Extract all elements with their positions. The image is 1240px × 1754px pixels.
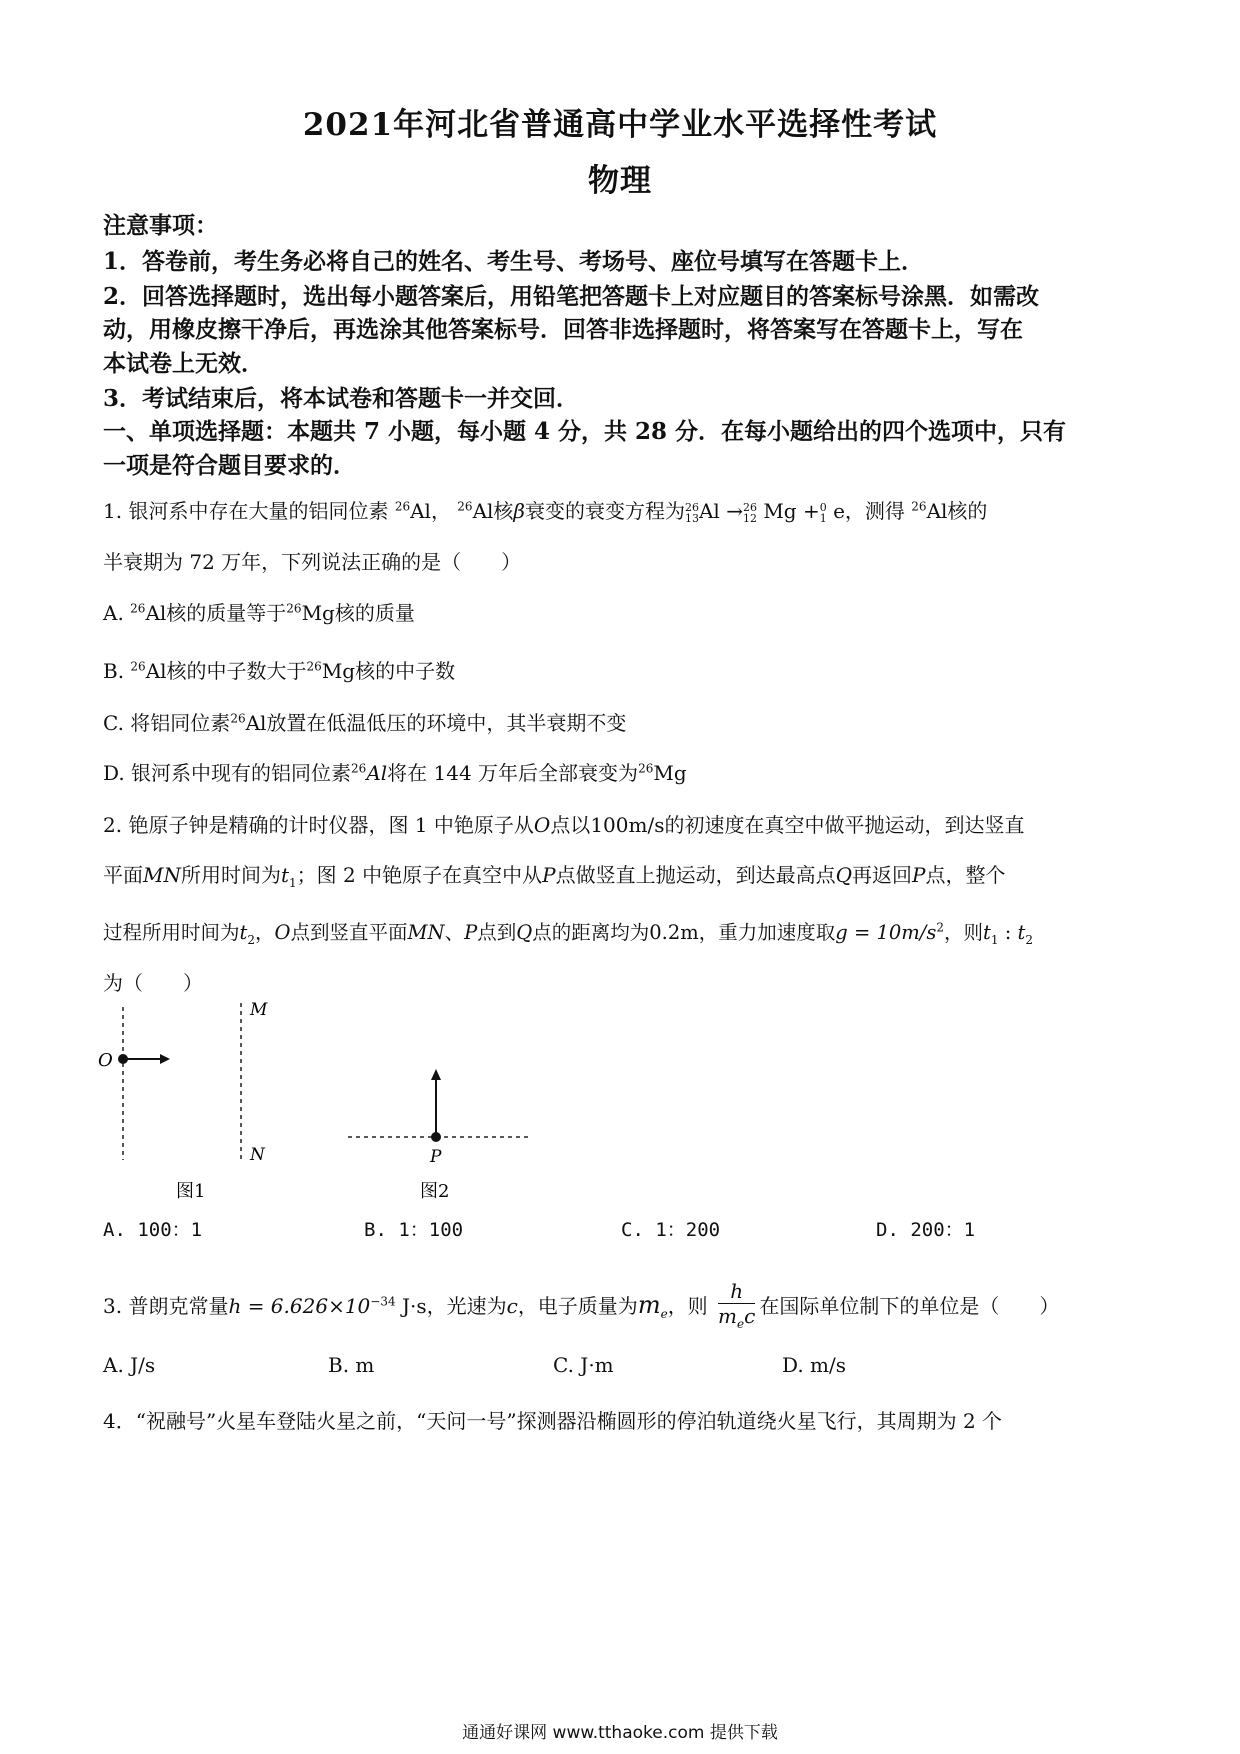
q2-number: 2. [103, 813, 123, 837]
q1-option-d [103, 757, 687, 786]
q1-al-symbol: Al [245, 711, 267, 735]
q2-separator: 、 [444, 921, 465, 944]
q2-option-c: C. 1：200 [621, 1219, 721, 1241]
q1-mg-symbol: Mg [763, 499, 797, 523]
q2-text-l: 点到 [477, 921, 517, 944]
q1-mg-mass: 26 [742, 500, 757, 514]
q3-line-1 [103, 1279, 1059, 1336]
q2-text-e: 所用时间为 [180, 863, 281, 887]
q2-point-p: P [542, 863, 556, 887]
q2-plane-mn: MN [407, 921, 445, 944]
q1-e-symbol: e [833, 499, 845, 523]
q1-mass-number: 26 [911, 499, 927, 514]
q2-t-symbol: t [280, 863, 290, 887]
q1-mg-nuclide-numbers [743, 502, 757, 524]
q2-text-m: 点的距离均为 [532, 921, 650, 944]
q2-t-symbol: t [239, 921, 248, 944]
q1-mg-symbol: Mg [301, 601, 335, 625]
q1-mass-number: 26 [286, 601, 302, 616]
fig1-label-m: M [250, 1000, 268, 1020]
q1-al-symbol: Al [145, 659, 167, 683]
q2-distance: 0.2m [649, 921, 699, 944]
q2-option-a: A. 100：1 [103, 1219, 203, 1241]
q2-text-a: 铯原子钟是精确的计时仪器，图 1 中铯原子从 [128, 813, 534, 837]
q3-number: 3. [103, 1294, 123, 1318]
fig1-arrow-head [160, 1054, 170, 1064]
q2-line-4: 为（ ） [103, 971, 203, 995]
q3-planck-value: h = 6.626×10 [228, 1294, 371, 1318]
q4-line-1: 4．“祝融号”火星车登陆火星之前，“天问一号”探测器沿椭圆形的停泊轨道绕火星飞行，其周期为 2 个 [103, 1409, 1003, 1433]
notice-heading: 注意事项： [103, 212, 218, 239]
fig1-caption: 图1 [176, 1181, 206, 1202]
q2-subscript-1: 1 [990, 932, 999, 947]
q1-mass-number: 26 [394, 499, 411, 514]
q3-den-m: m [718, 1304, 738, 1328]
fig1-label-n: N [250, 1145, 265, 1165]
q3-text-c: ，电子质量为 [517, 1294, 638, 1318]
q2-point-q: Q [835, 863, 852, 887]
q1-option-d-label: D. 银河系中现有的铝同位素 [103, 761, 352, 785]
q1-line-1: 1. 银河系中存在大量的铝同位素 $^{26}$Al， $^{26}$Al核β衰变的衰变方程为26 13Al →26 12 Mg +0 1 e，测得 $^{26}$Al核的 [103, 499, 988, 525]
q1-mg-symbol: Mg [653, 761, 687, 785]
q3-option-a: A. J/s [103, 1353, 156, 1377]
q2-line-3 [103, 917, 1033, 947]
q1-option-b-text: 核的中子数大于 [166, 659, 307, 683]
fig2-arrow-head [431, 1069, 441, 1080]
notice-item-2-line-2: 动，用橡皮擦干净后，再选涂其他答案标号．回答非选择题时，将答案写在答题卡上，写在 [103, 316, 1023, 343]
q1-mass-number: 26 [638, 761, 654, 776]
q2-t-symbol: t [1017, 921, 1026, 944]
q3-option-b: B. m [328, 1353, 375, 1377]
q1-arrow: → [726, 499, 743, 523]
q2-line-1 [103, 809, 1024, 838]
q1-text-e: 核的 [947, 499, 988, 523]
q2-figures [80, 995, 600, 1210]
section-heading-line-2: 一项是符合题目要求的． [103, 452, 356, 479]
q3-exponent: −34 [370, 1294, 396, 1309]
q3-den-c: c [744, 1304, 756, 1328]
q2-text-h: 再返回 [852, 863, 912, 887]
q1-option-a-label: A. [103, 601, 131, 625]
q2-text-c: 的初速度在真空中做平抛运动，到达竖直 [664, 813, 1025, 837]
q1-al-symbol: Al [698, 499, 720, 523]
q1-option-b-label: B. [103, 659, 131, 683]
q2-text-k: 点到竖直平面 [290, 921, 408, 944]
notice-item-2-line-1: 2．回答选择题时，选出每小题答案后，用铅笔把答题卡上对应题目的答案标号涂黑．如需改 [103, 283, 1040, 310]
q2-text-d: 平面 [103, 863, 143, 887]
q1-mass-number: 26 [457, 499, 473, 514]
q3-light-speed: c [506, 1294, 518, 1318]
q1-e-numbers [820, 502, 827, 524]
q3-text-a: 普朗克常量 [128, 1294, 229, 1318]
notice-item-1: 1．答卷前，考生务必将自己的姓名、考生号、考场号、座位号填写在答题卡上． [103, 248, 925, 275]
q2-option-b: B. 1：100 [364, 1219, 464, 1241]
q3-option-c: C. J·m [553, 1353, 614, 1377]
q3-unit: J·s [395, 1294, 427, 1318]
q1-option-a-text-2: 核的质量 [334, 601, 415, 625]
q1-beta-symbol: β [513, 499, 525, 523]
q2-point-o: O [274, 921, 291, 944]
q2-point-q: Q [516, 921, 533, 944]
q1-option-c [103, 707, 626, 736]
q2-subscript-1: 1 [289, 876, 297, 890]
q2-gravity: g = 10m/s [835, 921, 937, 944]
q3-text-d: ，则 [667, 1294, 708, 1318]
q1-al-symbol: Al [145, 601, 167, 625]
q3-fraction-denominator [718, 1304, 755, 1336]
section-heading-line-1: 一、单项选择题：本题共 7 小题，每小题 4 分，共 28 分．在每小题给出的四个选项中，只有 [103, 418, 1067, 445]
q1-option-b-text-2: 核的中子数 [355, 659, 456, 683]
q3-text-e: 在国际单位制下的单位是（ ） [759, 1294, 1060, 1318]
q1-plus: + [802, 499, 820, 523]
q1-mass-number: 26 [351, 761, 367, 776]
q1-text-a: 银河系中存在大量的铝同位素 [128, 499, 389, 523]
fig1-label-o: O [98, 1050, 113, 1071]
q3-fraction-numerator: h [718, 1279, 755, 1304]
q1-line-2: 半衰期为 72 万年，下列说法正确的是（ ） [103, 550, 522, 574]
q1-mass-number: 26 [230, 711, 246, 726]
q2-text-i: 点，整个 [925, 863, 1006, 887]
q3-electron-subscript: e [660, 1307, 668, 1321]
q1-al-symbol: Al [926, 499, 948, 523]
q1-e-charge: 1 [819, 511, 827, 525]
q1-e-mass: 0 [819, 500, 827, 514]
q3-text-b: ，光速为 [426, 1294, 507, 1318]
q1-al-symbol: Al [410, 499, 431, 523]
q1-option-c-text: 放置在低温低压的环境中，其半衰期不变 [266, 711, 627, 735]
footer-watermark: 通通好课网 www.tthaoke.com 提供下载 [462, 1723, 778, 1743]
q2-speed: 100m/s [590, 813, 665, 837]
q2-comma: ， [255, 921, 275, 944]
q2-text-n: ，重力加速度取 [698, 921, 836, 944]
q2-ratio-sign: : [998, 921, 1018, 944]
q1-option-a-text: 核的质量等于 [166, 601, 287, 625]
q3-electron-mass: m [637, 1291, 661, 1319]
q2-line-2 [103, 859, 1005, 890]
q1-option-b [103, 655, 455, 684]
q1-text-b: 核 [493, 499, 514, 523]
q2-text-b: 点以 [550, 813, 591, 837]
q2-text-j: 过程所用时间为 [103, 921, 240, 944]
q3-fraction [718, 1279, 755, 1336]
q2-plane-mn: MN [143, 863, 181, 887]
q1-al-symbol: Al [472, 499, 494, 523]
q2-option-d: D. 200：1 [876, 1219, 976, 1241]
q1-text-d: ，测得 [844, 499, 905, 523]
q3-den-e: e [737, 1317, 745, 1331]
q1-mg-atomic: 12 [742, 511, 757, 525]
q1-mass-number: 26 [130, 601, 146, 616]
q2-point-p: P [912, 863, 926, 887]
q1-al-mass: 26 [684, 500, 699, 514]
q1-mass-number: 26 [130, 659, 146, 674]
q2-subscript-2: 2 [247, 932, 255, 947]
fig2-caption: 图2 [420, 1181, 450, 1202]
exam-title: 2021年河北省普通高中学业水平选择性考试 [302, 107, 938, 143]
q2-t-symbol: t [983, 921, 991, 944]
q2-superscript-2: 2 [936, 920, 945, 935]
notice-item-2-line-3: 本试卷上无效． [103, 350, 264, 377]
q1-al-symbol-italic: Al [366, 761, 388, 785]
q1-option-d-text: 将在 144 万年后全部衰变为 [387, 761, 639, 785]
q1-mg-symbol: Mg [321, 659, 356, 683]
q1-text-c: 衰变的衰变方程为 [524, 499, 685, 523]
fig2-label-p: P [430, 1147, 442, 1167]
q2-text-g: 点做竖直上抛运动，到达最高点 [555, 863, 836, 887]
q1-al-atomic: 13 [684, 511, 699, 525]
q1-number: 1. [103, 499, 123, 523]
q2-text-o: ，则 [944, 921, 984, 944]
q1-option-c-label: C. 将铝同位素 [103, 711, 231, 735]
notice-item-3: 3．考试结束后，将本试卷和答题卡一并交回． [103, 385, 580, 412]
subject-title: 物理 [588, 163, 652, 199]
q2-subscript-2: 2 [1025, 932, 1033, 947]
q1-al-nuclide-numbers [685, 502, 699, 524]
q2-text-f: ；图 2 中铯原子在真空中从 [296, 863, 543, 887]
q3-option-d: D. m/s [782, 1353, 847, 1377]
q1-option-a [103, 597, 415, 626]
q1-mass-number: 26 [306, 659, 322, 674]
q2-point-p: P [464, 921, 478, 944]
q2-point-o: O [533, 813, 551, 837]
